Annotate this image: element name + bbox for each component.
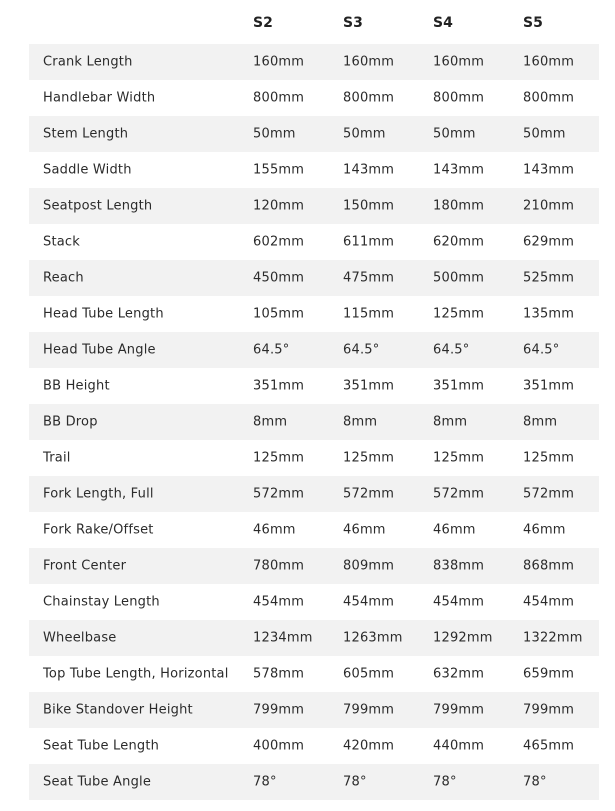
cell-s5: 46mm xyxy=(523,522,566,538)
row-label: Stem Length xyxy=(43,126,129,142)
cell-s4: 799mm xyxy=(433,702,485,718)
cell-s4: 160mm xyxy=(433,54,485,70)
cell-s5: 465mm xyxy=(523,738,575,754)
cell-s4: 78° xyxy=(433,774,457,790)
cell-s3: 611mm xyxy=(343,234,395,250)
cell-s2: 351mm xyxy=(253,378,305,394)
row-label: Reach xyxy=(43,270,84,286)
row-label: BB Height xyxy=(43,378,110,394)
cell-s2: 125mm xyxy=(253,450,305,466)
cell-s3: 50mm xyxy=(343,126,386,142)
cell-s2: 400mm xyxy=(253,738,305,754)
table-row xyxy=(29,728,599,764)
cell-s2: 572mm xyxy=(253,486,305,502)
row-label: Handlebar Width xyxy=(43,90,156,106)
cell-s3: 351mm xyxy=(343,378,395,394)
cell-s5: 143mm xyxy=(523,162,575,178)
cell-s3: 115mm xyxy=(343,306,395,322)
row-label: Stack xyxy=(43,234,80,250)
table-row xyxy=(29,764,599,800)
cell-s4: 440mm xyxy=(433,738,485,754)
table-row xyxy=(29,332,599,368)
cell-s2: 800mm xyxy=(253,90,305,106)
cell-s2: 46mm xyxy=(253,522,296,538)
cell-s2: 8mm xyxy=(253,414,288,430)
cell-s3: 8mm xyxy=(343,414,378,430)
table-row xyxy=(29,116,599,152)
table-row xyxy=(29,188,599,224)
cell-s2: 105mm xyxy=(253,306,305,322)
table-row xyxy=(29,260,599,296)
column-header-s5: S5 xyxy=(523,15,543,31)
row-label: Saddle Width xyxy=(43,162,132,178)
cell-s3: 46mm xyxy=(343,522,386,538)
cell-s5: 8mm xyxy=(523,414,558,430)
cell-s3: 143mm xyxy=(343,162,395,178)
table-row xyxy=(29,692,599,728)
table-row xyxy=(29,368,599,404)
table-row xyxy=(29,620,599,656)
cell-s2: 780mm xyxy=(253,558,305,574)
row-label: Fork Length, Full xyxy=(43,486,154,502)
cell-s5: 125mm xyxy=(523,450,575,466)
table-row xyxy=(29,656,599,692)
cell-s5: 64.5° xyxy=(523,342,560,358)
cell-s4: 64.5° xyxy=(433,342,470,358)
cell-s4: 632mm xyxy=(433,666,485,682)
row-label: Head Tube Length xyxy=(43,306,164,322)
cell-s4: 800mm xyxy=(433,90,485,106)
cell-s4: 572mm xyxy=(433,486,485,502)
row-label: BB Drop xyxy=(43,414,98,430)
cell-s3: 605mm xyxy=(343,666,395,682)
cell-s4: 8mm xyxy=(433,414,468,430)
cell-s4: 620mm xyxy=(433,234,485,250)
row-label: Bike Standover Height xyxy=(43,702,193,718)
table-row xyxy=(29,80,599,116)
cell-s2: 454mm xyxy=(253,594,305,610)
cell-s5: 210mm xyxy=(523,198,575,214)
cell-s3: 150mm xyxy=(343,198,395,214)
table-row xyxy=(29,296,599,332)
row-label: Head Tube Angle xyxy=(43,342,156,358)
cell-s3: 420mm xyxy=(343,738,395,754)
table-row xyxy=(29,548,599,584)
cell-s3: 799mm xyxy=(343,702,395,718)
cell-s4: 454mm xyxy=(433,594,485,610)
cell-s5: 160mm xyxy=(523,54,575,70)
cell-s2: 78° xyxy=(253,774,277,790)
row-label: Seatpost Length xyxy=(43,198,153,214)
cell-s2: 64.5° xyxy=(253,342,290,358)
table-row xyxy=(29,404,599,440)
cell-s3: 454mm xyxy=(343,594,395,610)
row-label: Wheelbase xyxy=(43,630,117,646)
table-row xyxy=(29,584,599,620)
table-row xyxy=(29,512,599,548)
table-body xyxy=(29,44,599,800)
cell-s3: 78° xyxy=(343,774,367,790)
cell-s2: 578mm xyxy=(253,666,305,682)
cell-s2: 155mm xyxy=(253,162,305,178)
cell-s4: 125mm xyxy=(433,306,485,322)
cell-s2: 450mm xyxy=(253,270,305,286)
cell-s3: 64.5° xyxy=(343,342,380,358)
cell-s5: 351mm xyxy=(523,378,575,394)
table-header xyxy=(29,0,599,44)
column-header-s4: S4 xyxy=(433,15,453,31)
cell-s3: 809mm xyxy=(343,558,395,574)
cell-s3: 800mm xyxy=(343,90,395,106)
row-label: Seat Tube Length xyxy=(43,738,160,754)
cell-s5: 629mm xyxy=(523,234,575,250)
cell-s5: 1322mm xyxy=(523,630,583,646)
cell-s5: 135mm xyxy=(523,306,575,322)
cell-s3: 125mm xyxy=(343,450,395,466)
table-row xyxy=(29,44,599,80)
cell-s3: 1263mm xyxy=(343,630,403,646)
column-header-s3: S3 xyxy=(343,15,363,31)
cell-s4: 180mm xyxy=(433,198,485,214)
cell-s2: 50mm xyxy=(253,126,296,142)
row-label: Chainstay Length xyxy=(43,594,160,610)
cell-s3: 160mm xyxy=(343,54,395,70)
row-label: Crank Length xyxy=(43,54,133,70)
cell-s2: 799mm xyxy=(253,702,305,718)
cell-s4: 838mm xyxy=(433,558,485,574)
cell-s5: 572mm xyxy=(523,486,575,502)
table-row xyxy=(29,152,599,188)
cell-s5: 800mm xyxy=(523,90,575,106)
cell-s4: 143mm xyxy=(433,162,485,178)
cell-s5: 525mm xyxy=(523,270,575,286)
cell-s5: 454mm xyxy=(523,594,575,610)
cell-s2: 160mm xyxy=(253,54,305,70)
cell-s5: 78° xyxy=(523,774,547,790)
cell-s4: 50mm xyxy=(433,126,476,142)
row-label: Fork Rake/Offset xyxy=(43,522,154,538)
cell-s3: 475mm xyxy=(343,270,395,286)
table-row xyxy=(29,224,599,260)
cell-s5: 659mm xyxy=(523,666,575,682)
cell-s4: 351mm xyxy=(433,378,485,394)
cell-s5: 50mm xyxy=(523,126,566,142)
geometry-table xyxy=(29,0,599,800)
table-row xyxy=(29,476,599,512)
cell-s5: 799mm xyxy=(523,702,575,718)
cell-s2: 120mm xyxy=(253,198,305,214)
row-label: Seat Tube Angle xyxy=(43,774,152,790)
cell-s3: 572mm xyxy=(343,486,395,502)
cell-s4: 46mm xyxy=(433,522,476,538)
cell-s4: 1292mm xyxy=(433,630,493,646)
cell-s2: 602mm xyxy=(253,234,305,250)
cell-s5: 868mm xyxy=(523,558,575,574)
cell-s2: 1234mm xyxy=(253,630,313,646)
row-label: Front Center xyxy=(43,558,127,574)
cell-s4: 500mm xyxy=(433,270,485,286)
column-header-s2: S2 xyxy=(253,15,273,31)
row-label: Top Tube Length, Horizontal xyxy=(43,666,229,682)
table-row xyxy=(29,440,599,476)
cell-s4: 125mm xyxy=(433,450,485,466)
row-label: Trail xyxy=(43,450,71,466)
